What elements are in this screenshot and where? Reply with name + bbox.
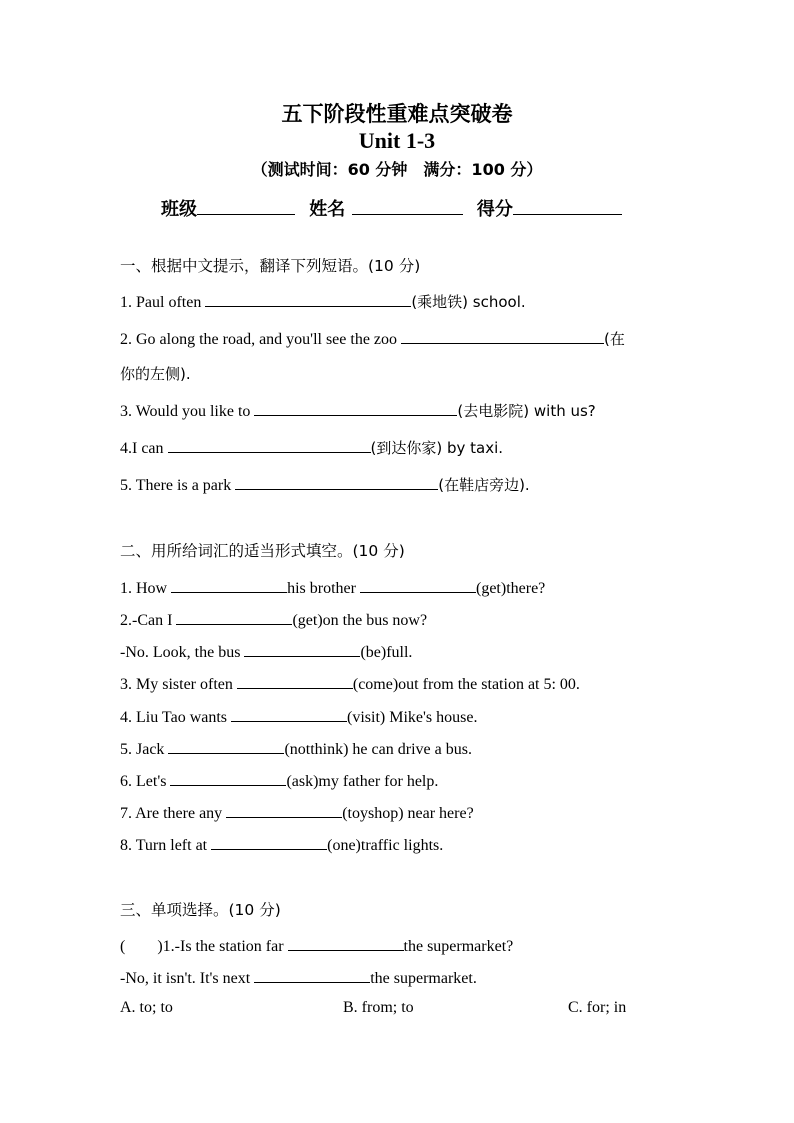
s2-q7-blank[interactable]	[226, 802, 342, 818]
s1-q1-text: 1. Paul often	[120, 294, 202, 311]
s3-q1-blank[interactable]	[288, 935, 404, 951]
s3-q1-text-2: the supermarket?	[403, 938, 514, 955]
s1-q2-hint: (在	[604, 330, 625, 348]
name-label: 姓名	[309, 199, 346, 220]
s1-question-1	[120, 291, 526, 313]
s3-q1r-blank[interactable]	[254, 967, 370, 983]
s2-q8-hint: (one)traffic lights.	[327, 837, 444, 854]
s2-q2r-hint: (be)full.	[360, 644, 413, 661]
s2-question-5	[120, 738, 472, 760]
s2-q6-text: 6. Let's	[120, 773, 167, 790]
s2-q4-hint: (visit) Mike's house.	[347, 709, 478, 726]
class-blank[interactable]	[197, 196, 295, 215]
s1-q4-blank[interactable]	[168, 437, 371, 453]
score-blank[interactable]	[513, 196, 622, 215]
s1-question-3	[120, 400, 596, 422]
s2-question-6	[120, 770, 438, 792]
s1-q3-text: 3. Would you like to	[120, 403, 251, 420]
s1-q2-blank[interactable]	[401, 328, 604, 344]
s1-q4-text: 4.I can	[120, 440, 164, 457]
name-blank[interactable]	[352, 196, 463, 215]
s1-question-5	[120, 474, 530, 496]
s2-question-2-reply	[120, 641, 412, 663]
s2-question-3	[120, 673, 580, 695]
s2-q3-blank[interactable]	[237, 673, 353, 689]
s2-q6-hint: (ask)my father for help.	[286, 773, 439, 790]
s3-q1-text: 1.-Is the station far	[162, 938, 284, 955]
s2-q2-blank[interactable]	[176, 609, 292, 625]
s1-q5-blank[interactable]	[235, 474, 438, 490]
s2-q6-blank[interactable]	[170, 770, 286, 786]
s2-q1-text-2: his brother	[287, 580, 356, 597]
s2-q2r-text: -No. Look, the bus	[120, 644, 241, 661]
s3-q1-option-a[interactable]: A. to; to	[120, 999, 173, 1016]
s2-q5-text: 5. Jack	[120, 741, 165, 758]
s2-q3-text: 3. My sister often	[120, 676, 233, 693]
s2-question-4	[120, 706, 477, 728]
section3-heading: 三、单项选择。(10 分)	[120, 901, 281, 919]
section2-heading: 二、用所给词汇的适当形式填空。(10 分)	[120, 542, 405, 560]
s2-q2r-blank[interactable]	[244, 641, 360, 657]
s2-q2-text: 2.-Can I	[120, 612, 173, 629]
score-label: 得分	[476, 199, 513, 220]
s2-q5-blank[interactable]	[168, 738, 284, 754]
s2-question-2	[120, 609, 427, 631]
s3-q1r-text: -No, it isn't. It's next	[120, 970, 251, 987]
s1-question-4	[120, 437, 503, 459]
s2-q3-hint: (come)out from the station at 5: 00.	[352, 676, 580, 693]
s1-q4-hint: (到达你家) by taxi.	[370, 439, 504, 457]
s2-q8-text: 8. Turn left at	[120, 837, 208, 854]
s3-q1-option-c[interactable]: C. for; in	[568, 999, 627, 1016]
s1-q1-hint: (乘地铁) school.	[411, 293, 526, 311]
s1-q2-text: 2. Go along the road, and you'll see the zoo	[120, 331, 398, 348]
unit-title: Unit 1-3	[358, 128, 436, 153]
s1-q5-hint: (在鞋店旁边).	[438, 476, 530, 494]
s2-question-1	[120, 577, 545, 599]
s1-q2-hint-cont: 你的左侧).	[120, 365, 191, 383]
s1-q1-blank[interactable]	[205, 291, 411, 307]
student-info-row	[161, 195, 622, 221]
s2-q1-blank-1[interactable]	[171, 577, 287, 593]
test-info: （测试时间：60 分钟 满分：100 分）	[251, 160, 543, 179]
s2-q1-text: 1. How	[120, 580, 168, 597]
s3-q1-option-b[interactable]: B. from; to	[343, 999, 414, 1016]
exam-title: 五下阶段性重难点突破卷	[281, 102, 513, 126]
s1-q5-text: 5. There is a park	[120, 477, 232, 494]
s1-q3-blank[interactable]	[254, 400, 457, 416]
s2-q2-hint: (get)on the bus now?	[292, 612, 428, 629]
s2-q1-blank-2[interactable]	[360, 577, 476, 593]
s2-q7-text: 7. Are there any	[120, 805, 223, 822]
class-label: 班级	[161, 199, 197, 220]
s3-q1r-text-2: the supermarket.	[370, 970, 477, 987]
s3-question-1	[120, 935, 513, 957]
s3-q1-answer-paren[interactable]: ( )	[120, 938, 163, 955]
s2-question-8	[120, 834, 443, 856]
s2-q8-blank[interactable]	[211, 834, 327, 850]
s2-q7-hint: (toyshop) near here?	[342, 805, 474, 822]
section1-heading: 一、根据中文提示，翻译下列短语。(10 分)	[120, 257, 421, 275]
s3-question-1-reply	[120, 967, 477, 989]
s2-q5-hint: (notthink) he can drive a bus.	[284, 741, 472, 758]
s1-q3-hint: (去电影院) with us?	[457, 402, 596, 420]
s1-question-2	[120, 328, 625, 350]
s2-q1-hint: (get)there?	[475, 580, 546, 597]
s2-q4-blank[interactable]	[231, 706, 347, 722]
s2-q4-text: 4. Liu Tao wants	[120, 709, 228, 726]
s2-question-7	[120, 802, 474, 824]
